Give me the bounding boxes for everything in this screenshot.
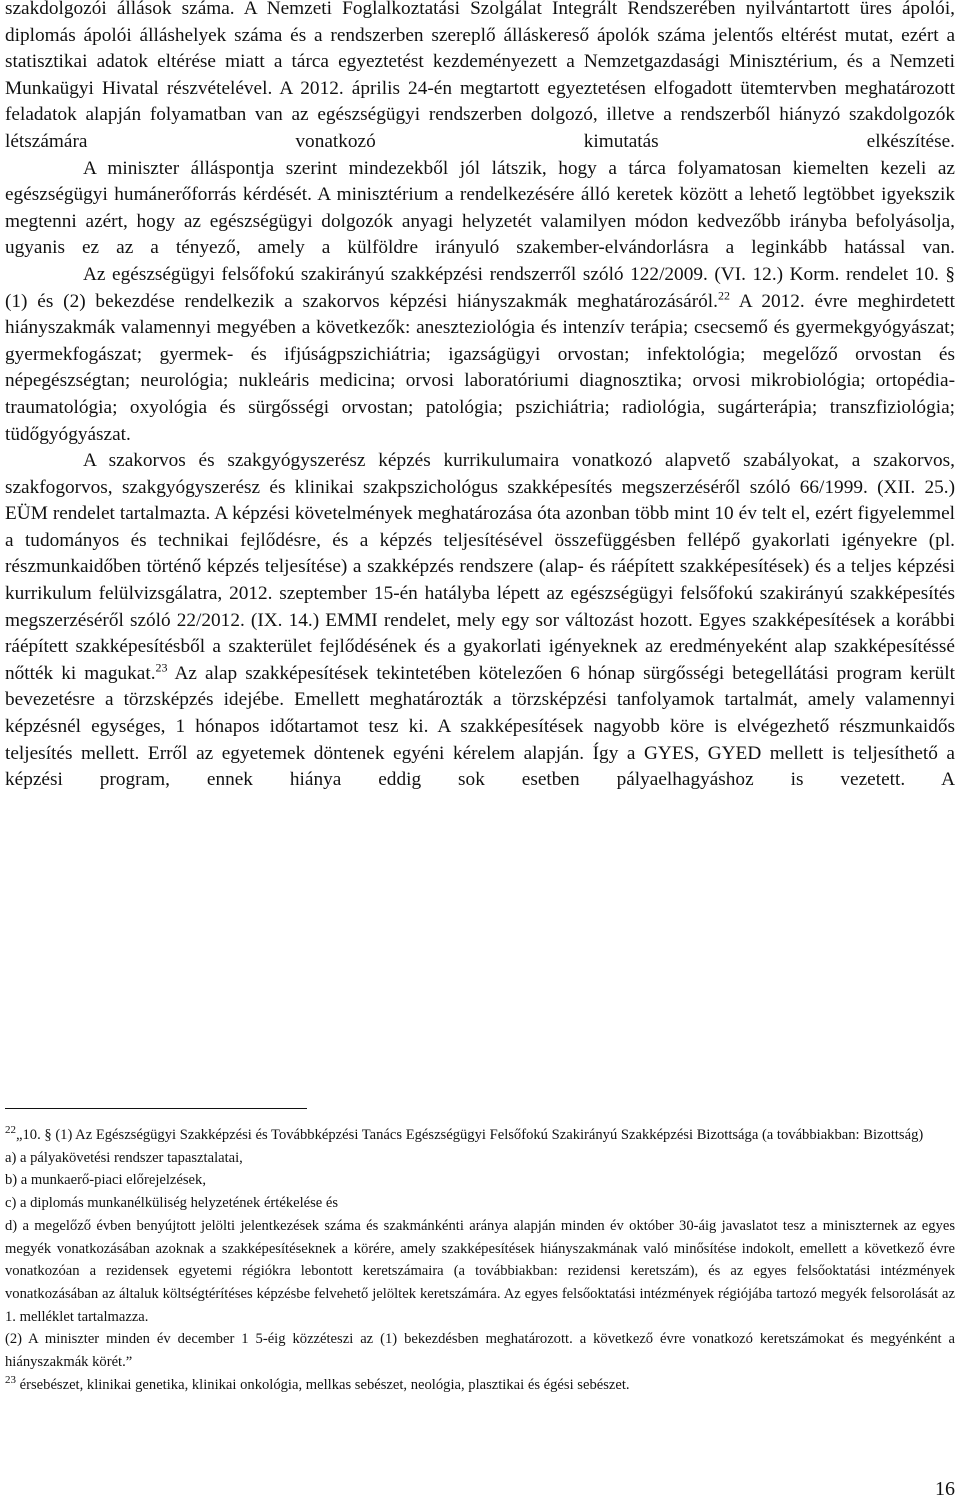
footnote-23	[5, 1374, 955, 1397]
footnote-22-text: „10. § (1) Az Egészségügyi Szakképzési és Továbbképzési Tanács Egészségügyi Felsőfokú Szakirányú Szakképzési Bizottsága (a továbbiakban: Bizottság)	[16, 1127, 924, 1143]
paragraph-4-text-b: Az alap szakképesítések tekintetében kötelezően 6 hónap sürgősségi betegellátási program került bevezetésre a törzsképzés idejébe. Emellett meghatározták a törzsképzési tanfolyamok tartalmát, amely valamennyi képzésnél egységes, 1 hónapos időtartamot tesz ki. A szakképesítések nagyobb köre is elvégezhető részmunkaidős teljesítés mellett. Erről az egyetemek döntenek egyéni kérelem alapján. Így a GYES, GYED mellett is teljesíthető a képzési program, ennek hiánya eddig sok esetben pályaelhagyáshoz is vezetett. A	[5, 662, 955, 791]
footnote-22-line-1	[5, 1124, 955, 1147]
footnote-22-line-2: a) a pályakövetési rendszer tapasztalatai,	[5, 1149, 243, 1166]
footnote-23-text: érsebészet, klinikai genetika, klinikai onkológia, mellkas sebészet, neológia, plasztikai és égési sebészet.	[16, 1376, 630, 1393]
footnote-ref-22[interactable]: 22	[717, 288, 730, 303]
paragraph-2: A miniszter álláspontja szerint mindezekből jól látszik, hogy a tárca folyamatosan kiemelten kezeli az egészségügyi humánerőforrás kérdését. A minisztérium a rendelkezésére álló keretek között a lehető legtöbbet igyekszik megtenni azért, hogy az egészségügyi dolgozók anyagi helyzetét valamilyen módon kedvezőbb irányba befolyásolja, ugyanis ez az a tényező, amely a külföldre irányuló szakember-elvándorlásra a leginkább hatással van.	[5, 157, 955, 259]
footnote-ref-23[interactable]: 23	[155, 660, 168, 675]
footnote-separator	[5, 1108, 307, 1109]
paragraph-4	[5, 448, 955, 794]
paragraph-4-text-a: A szakorvos és szakgyógyszerész képzés kurrikulumaira vonatkozó alapvető szabályokat, a szakorvos, szakfogorvos, szakgyógyszerész és klinikai szakpszichológus szakképesítés megszerzéséről szóló 66/1999. (XII. 25.) EÜM rendelet tartalmazta. A képzési követelmények meghatározása óta azonban több mint 10 év telt el, ezért figyelemmel a tudományos és technikai fejlődésre, és a képzés teljesítésével összefüggésben fellépő gyakorlati igényekre (pl. részmunkaidőben történő képzés teljesítése) a szakképzés rendszere (alap- és ráépített szakképesítések) és a teljes képzési kurrikulum felülvizsgálatra, 2012. szeptember 15-én hatályba lépett az egészségügyi felsőfokú szakirányú szakképesítés megszerzéséről szóló 22/2012. (IX. 14.) EMMI rendelet, mely egy sor változást hozott. Egyes szakképesítések a korábbi ráépített szakképesítésből a szakterület fejlődésének és a gyakorlati igényeknek az eredményeként alap szakképesítéssé nőtték ki magukat.	[5, 450, 955, 684]
main-text	[5, 0, 955, 794]
paragraph-1: szakdolgozói állások száma. A Nemzeti Foglalkoztatási Szolgálat Integrált Rendszerében nyilvántartott üres ápolói, diplomás ápolói álláshelyek száma és a rendszerben szereplő álláskereső ápolók száma jelentős eltérést mutat, ezért a statisztikai adatok eltérése miatt a tárca egyeztetést kezdeményezett a Nemzetgazdasági Minisztérium, és a Nemzeti Munkaügyi Hivatal részvételével. A 2012. április 24-én megtartott egyeztetésen elfogadott ütemtervben meghatározott feladatok alapján folyamatban van az egészségügyi rendszerben dolgozó, illetve a rendszerből hiányzó szakdolgozók létszámára vonatkozó kimutatás elkészítése.	[5, 0, 955, 152]
footnote-22-line-3: b) a munkaerő-piaci előrejelzések,	[5, 1172, 206, 1189]
footnote-22-line-4: c) a diplomás munkanélküliség helyzetének értékelése és	[5, 1195, 339, 1212]
footnote-22-line-5: d) a megelőző évben benyújtott jelölti jelentkezések száma és szakmánkénti aránya alapján minden év október 30-áig javaslatot tesz a miniszternek az egyes megyék vonatkozásában azoknak a szakképesítéseknek a körére, amely szakképesítések hiányszakmának való minősítése indokolt, emellett a következő évre vonatkozóan a rezidensek egyetemi régiókra lebontott keretszámaira (a továbbiakban: rezidensi keretszám), és az egyes felsőoktatási intézmények vonatkozásában az általuk költségtérítéses képzésbe felvehető jelöltek keretszámára. Az egyes felsőoktatási intézmények régiójába tartozó megyék felsorolását az 1. melléklet tartalmazza.	[5, 1217, 955, 1325]
paragraph-3	[5, 262, 955, 448]
paragraph-3-text-b: A 2012. évre meghirdetett hiányszakmák valamennyi megyében a következők: aneszteziológia és intenzív terápia; csecsemő és gyermekgyógyászat; gyermekfogászat; gyermek- és ifjúságpszichiátria; igazságügyi orvostan; infektológia; megelőző orvostan és népegészségtan; neurológia; nukleáris medicina; orvosi laboratóriumi diagnosztika; orvosi mikrobiológia; ortopédia-traumatológia; oxyológia és sürgősségi orvostan; patológia; pszichiátria; radiológia, sugárterápia; transzfiziológia; tüdőgyógyászat.	[5, 290, 955, 445]
paragraph-3-text-a: Az egészségügyi felsőfokú szakirányú szakképzési rendszerről szóló 122/2009. (VI. 12.) Korm. rendelet 10. § (1) és (2) bekezdése rendelkezik a szakorvos képzési hiányszakmák meghatározásáról.	[5, 263, 955, 312]
footnote-22-line-6: (2) A miniszter minden év december 1 5-éig közzéteszi az (1) bekezdésben meghatározott. a következő évre vonatkozó keretszámokat és megyénként a hiányszakmák körét.”	[5, 1331, 955, 1371]
page-number: 16	[935, 1478, 955, 1500]
footnote-23-mark: 23	[5, 1373, 16, 1386]
footnote-22-mark: 22	[5, 1124, 16, 1137]
footnotes	[5, 1124, 955, 1396]
